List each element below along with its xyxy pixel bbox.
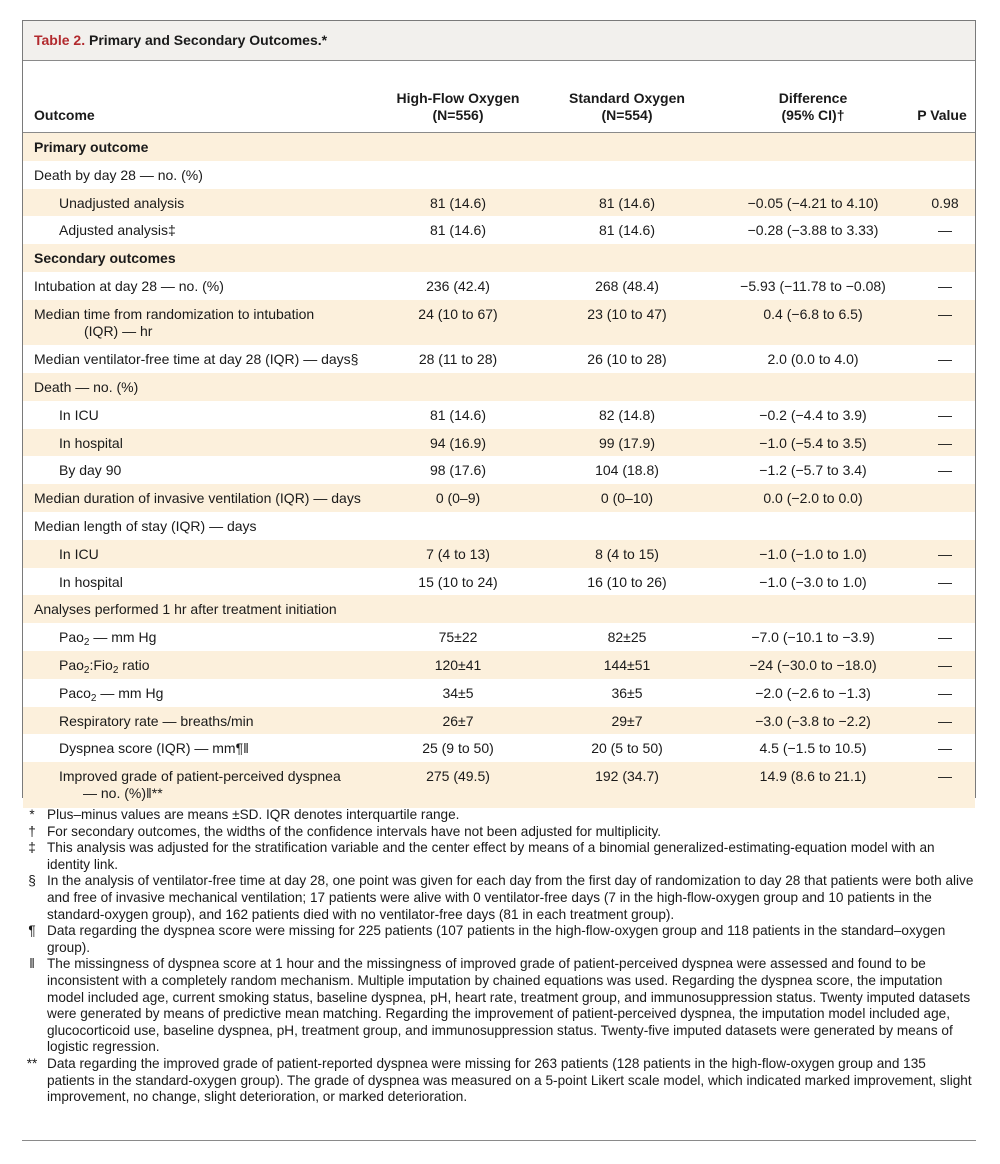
cell-standard: 20 (5 to 50) [591,740,663,757]
footnote-symbol: † [28,823,36,839]
cell-high-flow: 34±5 [442,684,474,701]
label-part: :Fio [89,657,113,674]
column-header-row [23,61,975,133]
cell-p-value: — [938,351,952,368]
label-part: — mm Hg [96,684,164,701]
footnote-text: This analysis was adjusted for the stratification variable and the center effect by means of a binomial generalized-estimating-equation model with an identity link. [47,840,935,872]
cell-difference: 2.0 (0.0 to 4.0) [767,351,859,368]
cell-high-flow: 120±41 [434,657,482,674]
header-difference-ci: (95% CI)† [781,107,845,123]
cell-difference: −0.2 (−4.4 to 3.9) [759,406,867,423]
label-part: ratio [118,657,150,674]
footnote-symbol: ¶ [28,923,36,939]
table-row [23,401,975,429]
row-label-line1: Median time from randomization to intubation [34,305,315,322]
table-row [23,244,975,272]
table-body [23,133,975,808]
row-label-line2: (IQR) — hr [84,322,153,339]
label-subscript: 2 [83,637,90,649]
header-high-flow [383,90,533,124]
section-label: Secondary outcomes [34,250,176,267]
header-standard-label: Standard Oxygen [569,90,685,106]
cell-high-flow: 24 (10 to 67) [418,305,498,322]
cell-p-value: — [938,277,952,294]
table-row [23,161,975,189]
table-row [23,272,975,300]
cell-high-flow: 0 (0–9) [435,490,481,507]
cell-standard: 81 (14.6) [598,194,656,211]
cell-p-value: — [938,545,952,562]
cell-p-value: — [938,305,952,322]
row-label: Respiratory rate — breaths/min [59,712,254,729]
cell-difference: −24 (−30.0 to −18.0) [749,657,877,674]
cell-difference: −0.05 (−4.21 to 4.10) [747,194,879,211]
cell-p-value: — [938,740,952,757]
cell-difference: −3.0 (−3.8 to −2.2) [755,712,871,729]
footnote [22,873,976,923]
row-label [59,768,389,802]
table-footnotes [22,807,976,1106]
cell-difference: 0.4 (−6.8 to 6.5) [763,305,863,322]
label-subscript: 2 [90,692,97,704]
cell-p-value: — [938,768,952,785]
header-standard [547,90,707,124]
cell-difference: 4.5 (−1.5 to 10.5) [759,740,867,757]
cell-p-value: — [938,657,952,674]
table-row [23,300,975,346]
header-difference [723,90,903,124]
row-label: Intubation at day 28 — no. (%) [34,277,224,294]
footnote-text: Data regarding the improved grade of patient-reported dyspnea were missing for 263 patients (128 patients in the high-flow-oxygen group and 135 patients in the standard-oxygen group). The grade of dyspnea was measured on a 5-point Likert scale model, which indicated marked improvement, slight improvement, no change, slight deterioration, or marked deterioration. [47,1055,972,1105]
footnote [22,840,976,873]
row-label [59,657,409,677]
cell-p-value: — [938,462,952,479]
cell-p-value: 0.98 [931,194,959,211]
footnote-symbol: ‖ [29,956,35,972]
outcomes-table [22,20,976,802]
table-row [23,595,975,623]
table-label: Table 2. [34,32,86,48]
header-high-flow-label: High-Flow Oxygen [396,90,520,106]
cell-difference: 14.9 (8.6 to 21.1) [759,768,867,785]
label-part: Paco [59,684,91,701]
footnote-text: For secondary outcomes, the widths of the confidence intervals have not been adjusted for multiplicity. [47,823,662,839]
table-row [23,373,975,401]
row-label: Median length of stay (IQR) — days [34,518,257,535]
label-subscript: 2 [112,665,119,677]
cell-difference: −1.0 (−3.0 to 1.0) [759,573,867,590]
cell-p-value: — [938,434,952,451]
footnote-text: Plus–minus values are means ±SD. IQR denotes interquartile range. [47,807,460,822]
cell-standard: 8 (4 to 15) [595,545,659,562]
cell-high-flow: 81 (14.6) [429,406,487,423]
footnote [22,1056,976,1106]
row-label [34,306,384,340]
cell-difference: −1.0 (−5.4 to 3.5) [759,434,867,451]
table-row [23,762,975,808]
row-label: In hospital [59,434,123,451]
cell-difference: −0.28 (−3.88 to 3.33) [747,222,879,239]
cell-standard: 268 (48.4) [595,277,659,294]
cell-high-flow: 275 (49.5) [426,768,490,785]
row-label: Unadjusted analysis [59,194,185,211]
table-row [23,484,975,512]
cell-high-flow: 15 (10 to 24) [418,573,498,590]
cell-difference: −1.2 (−5.7 to 3.4) [759,462,867,479]
table-row [23,540,975,568]
row-label: Analyses performed 1 hr after treatment initiation [34,601,337,618]
cell-standard: 0 (0–10) [600,490,654,507]
cell-high-flow: 28 (11 to 28) [418,351,498,368]
row-label: By day 90 [59,462,122,479]
row-label: Median duration of invasive ventilation (IQR) — days [34,490,361,507]
footnote-text: The missingness of dyspnea score at 1 hour and the missingness of improved grade of patient-perceived dyspnea were assessed and found to be inconsistent with a completely random mechanism. Multiple imputation by chained equations was used. Regarding the dyspnea score, the imputation model included age, current smoking status, baseline dyspnea, pH, heart rate, treatment group, and immunosuppression status. Twenty imputed datasets were generated by means of predictive mean matching. Regarding the improvement of patient-perceived dyspnea, the imputation model included age, glucocorticoid use, baseline dyspnea, pH, treatment group, and immunosuppression status. Twenty-five imputed datasets were generated by means of logistic regression. [47,956,971,1055]
cell-standard: 82±25 [607,629,647,646]
cell-high-flow: 94 (16.9) [429,434,487,451]
table-row [23,651,975,679]
cell-p-value: — [938,684,952,701]
footnote-symbol: ** [26,1055,38,1071]
table-row [23,189,975,217]
table-row [23,734,975,762]
row-label: Death by day 28 — no. (%) [34,166,203,183]
cell-difference: 0.0 (−2.0 to 0.0) [763,490,863,507]
row-label [59,629,409,649]
section-label: Primary outcome [34,139,149,155]
cell-difference: −7.0 (−10.1 to −3.9) [751,629,875,646]
cell-high-flow: 81 (14.6) [429,222,487,239]
cell-standard: 26 (10 to 28) [587,351,667,368]
cell-high-flow: 81 (14.6) [429,194,487,211]
table-row [23,216,975,244]
table-row [23,623,975,651]
row-label: Death — no. (%) [34,379,139,396]
cell-high-flow: 236 (42.4) [426,277,490,294]
cell-difference: −2.0 (−2.6 to −1.3) [755,684,871,701]
footnote [22,923,976,956]
footnote [22,807,976,824]
row-label: Dyspnea score (IQR) — mm¶‖ [59,740,249,757]
footnote-symbol: ‡ [28,840,36,856]
label-part: Pao [59,629,84,646]
row-label: Median ventilator-free time at day 28 (IQR) — days§ [34,351,359,368]
label-part: — mm Hg [89,629,157,646]
header-p-value: P Value [917,107,967,123]
row-label [59,685,409,702]
table-row [23,456,975,484]
header-high-flow-n: (N=556) [432,107,484,123]
row-label: In hospital [59,573,123,590]
cell-standard: 82 (14.8) [598,406,656,423]
cell-p-value: — [938,222,952,239]
cell-p-value: — [938,406,952,423]
cell-difference: −5.93 (−11.78 to −0.08) [740,277,886,294]
cell-p-value: — [938,573,952,590]
cell-p-value: — [938,712,952,729]
cell-p-value: — [938,629,952,646]
footnote-symbol: * [29,807,35,822]
row-label-line2: — no. (%)‖** [83,785,163,802]
cell-high-flow: 75±22 [438,629,478,646]
label-subscript: 2 [83,665,90,677]
header-difference-label: Difference [778,90,848,106]
cell-high-flow: 26±7 [442,712,474,729]
table-row [23,707,975,735]
table-row [23,679,975,707]
row-label: Adjusted analysis‡ [59,222,176,239]
cell-high-flow: 25 (9 to 50) [422,740,494,757]
row-label: In ICU [59,406,99,423]
cell-standard: 99 (17.9) [598,434,656,451]
footnote-symbol: § [28,873,36,889]
cell-standard: 104 (18.8) [595,462,659,479]
cell-difference: −1.0 (−1.0 to 1.0) [759,545,867,562]
cell-standard: 36±5 [611,684,643,701]
label-part: Pao [59,657,84,674]
table-row [23,568,975,596]
table-row [23,345,975,373]
cell-high-flow: 98 (17.6) [429,462,487,479]
table-title: Primary and Secondary Outcomes.* [88,32,328,48]
table-row [23,512,975,540]
cell-standard: 144±51 [603,657,651,674]
cell-standard: 16 (10 to 26) [587,573,667,590]
cell-standard: 192 (34.7) [595,768,659,785]
row-label: In ICU [59,545,99,562]
header-outcome: Outcome [34,107,95,123]
cell-standard: 29±7 [611,712,643,729]
footnote [22,824,976,841]
table-row [23,133,975,161]
table-title-bar [23,21,975,61]
row-label-line1: Improved grade of patient-perceived dyspnea [59,768,341,785]
footnote-text: Data regarding the dyspnea score were missing for 225 patients (107 patients in the high-flow-oxygen group and 118 patients in the standard–oxygen group). [47,923,946,955]
header-standard-n: (N=554) [601,107,653,123]
footnote [22,956,976,1056]
cell-standard: 23 (10 to 47) [587,305,667,322]
table-row [23,429,975,457]
bottom-divider [22,1140,976,1141]
cell-standard: 81 (14.6) [598,222,656,239]
footnote-text: In the analysis of ventilator-free time at day 28, one point was given for each day from the first day of randomization to day 28 that patients were both alive and free of invasive mechanical ventilation; 17 patients were alive with 0 ventilator-free days (7 in the high-flow-oxygen group and 10 patients in the standard-oxygen group), and 162 patients died with no ventilator-free days (81 in each treatment group). [47,873,974,922]
cell-high-flow: 7 (4 to 13) [426,545,490,562]
